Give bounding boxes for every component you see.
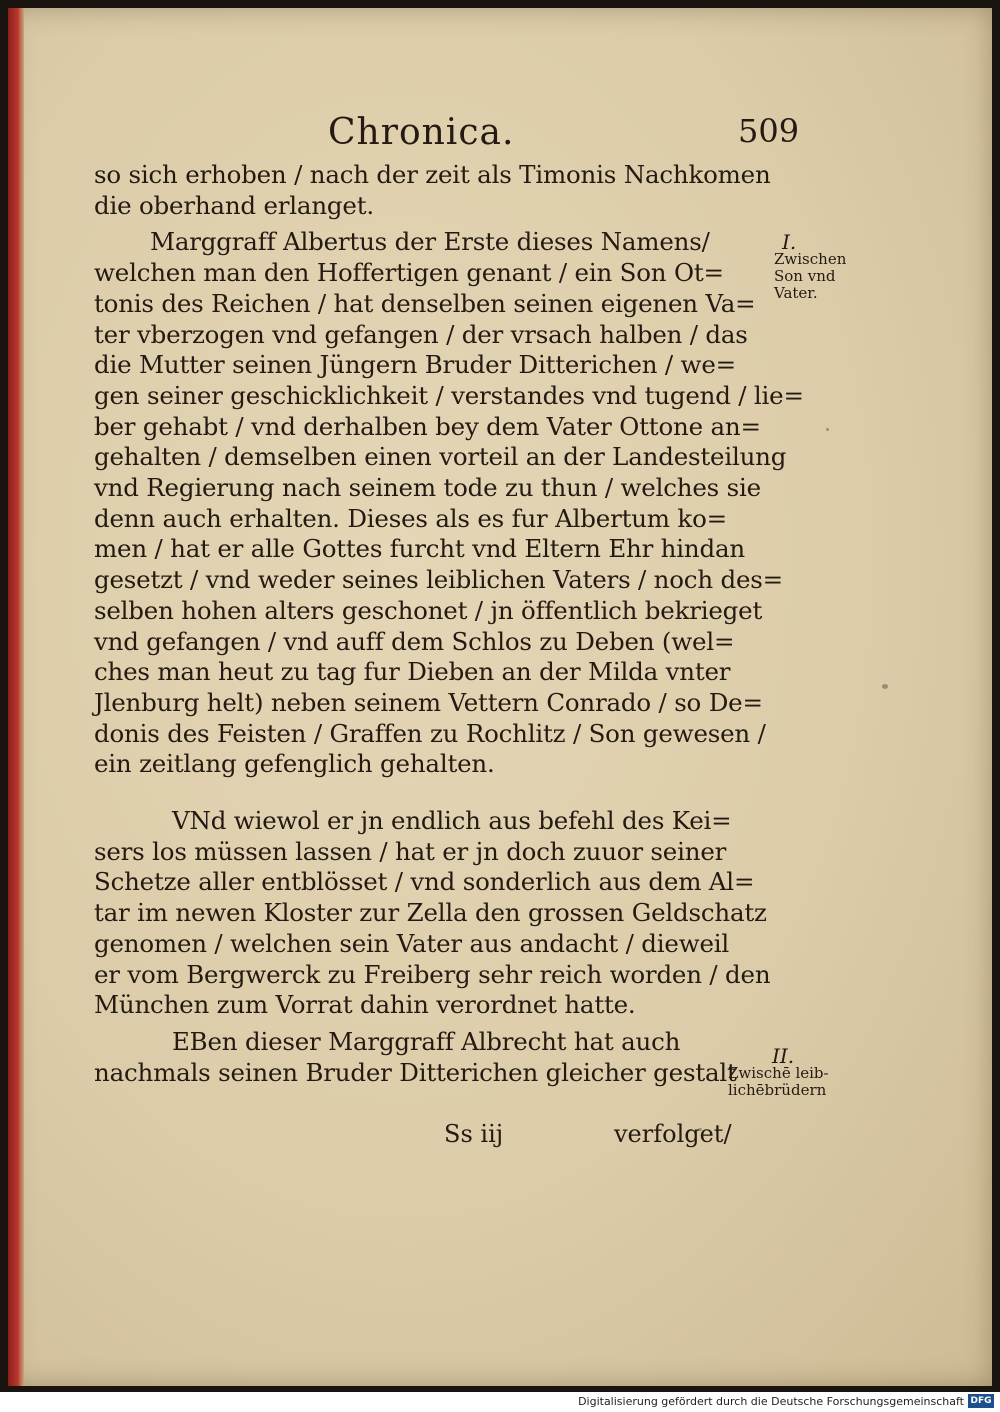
signature-line — [94, 1120, 734, 1154]
text-line: tar im newen Kloster zur Zella den grossen Geldschatz — [94, 898, 767, 928]
text-line: men / hat er alle Gottes furcht vnd Eltern Ehr hindan — [94, 534, 745, 564]
text-line: so sich erhoben / nach der zeit als Timonis Nachkomen — [94, 160, 771, 189]
text-line: die oberhand erlanget. — [94, 190, 374, 220]
text-line: gehalten / demselben einen vorteil an der Landesteilung — [94, 442, 787, 472]
margin-note-2 — [728, 1044, 829, 1099]
text-line: nachmals seinen Bruder Ditterichen gleicher gestalt — [94, 1057, 737, 1087]
text-line: gen seiner geschicklichkeit / verstandes vnd tugend / lie= — [94, 380, 804, 410]
text-line: tonis des Reichen / hat denselben seinen eigenen Va= — [94, 288, 756, 318]
text-line: Schetze aller entblösset / vnd sonderlich aus dem Al= — [94, 867, 755, 897]
text-line: ein zeitlang gefenglich gehalten. — [94, 749, 495, 779]
text-line: denn auch erhalten. Dieses als es fur Albertum ko= — [94, 503, 727, 533]
text-line: ches man heut zu tag fur Dieben an der Milda vnter — [94, 657, 731, 687]
text-line: genomen / welchen sein Vater aus andacht / dieweil — [94, 928, 730, 958]
margin-note-line: Zwischen — [774, 250, 847, 268]
paragraph-start: VNd wiewol er jn endlich aus befehl des Kei= — [172, 806, 732, 836]
text-line: welchen man den Hoffertigen genant / ein Son Ot= — [94, 258, 724, 288]
text-line: vnd gefangen / vnd auff dem Schlos zu Deben (wel= — [94, 626, 735, 656]
text-line: selben hohen alters geschonet / jn öffentlich bekrieget — [94, 595, 763, 625]
text-line: ter vberzogen vnd gefangen / der vrsach halben / das — [94, 319, 748, 349]
text-line: er vom Bergwerck zu Freiberg sehr reich worden / den — [94, 959, 771, 989]
text-line: ber gehabt / vnd derhalben bey dem Vater Ottone an= — [94, 411, 761, 441]
text-line: Jlenburg helt) neben seinem Vettern Conrado / so De= — [94, 687, 763, 717]
catchword: verfolget/ — [614, 1120, 732, 1148]
margin-note-line: Son vnd — [774, 267, 836, 285]
book-page — [8, 8, 992, 1386]
footer — [0, 1392, 1000, 1412]
dfg-logo: DFG — [968, 1394, 994, 1408]
text-line: sers los müssen lassen / hat er jn doch zuuor seiner — [94, 836, 727, 866]
margin-note-line: Zwischē leib- — [728, 1064, 829, 1082]
page-edge — [8, 8, 24, 1386]
margin-note-number: I. — [782, 230, 797, 254]
text-line: gesetzt / vnd weder seines leiblichen Vaters / noch des= — [94, 565, 783, 595]
text-line: vnd Regierung nach seinem tode zu thun / welches sie — [94, 473, 761, 503]
page-number: 509 — [738, 112, 800, 150]
signature-mark: Ss iij — [444, 1120, 504, 1148]
margin-note-number: II. — [772, 1044, 795, 1068]
text-line: die Mutter seinen Jüngern Bruder Ditterichen / we= — [94, 350, 736, 380]
margin-note-1 — [774, 230, 847, 302]
margin-note-line: Vater. — [774, 284, 818, 302]
text-line: donis des Feisten / Graffen zu Rochlitz / Son gewesen / — [94, 718, 766, 748]
paragraph-start: Marggraff Albertus der Erste dieses Namens/ — [150, 227, 710, 257]
paragraph-start: EBen dieser Marggraff Albrecht hat auch — [172, 1026, 681, 1056]
running-title: Chronica. — [328, 112, 515, 153]
margin-note-line: lichēbrüdern — [728, 1081, 827, 1099]
text-line: München zum Vorrat dahin verordnet hatte. — [94, 990, 636, 1020]
footer-credit: Digitalisierung gefördert durch die Deutsche Forschungsgemeinschaft — [578, 1395, 964, 1408]
